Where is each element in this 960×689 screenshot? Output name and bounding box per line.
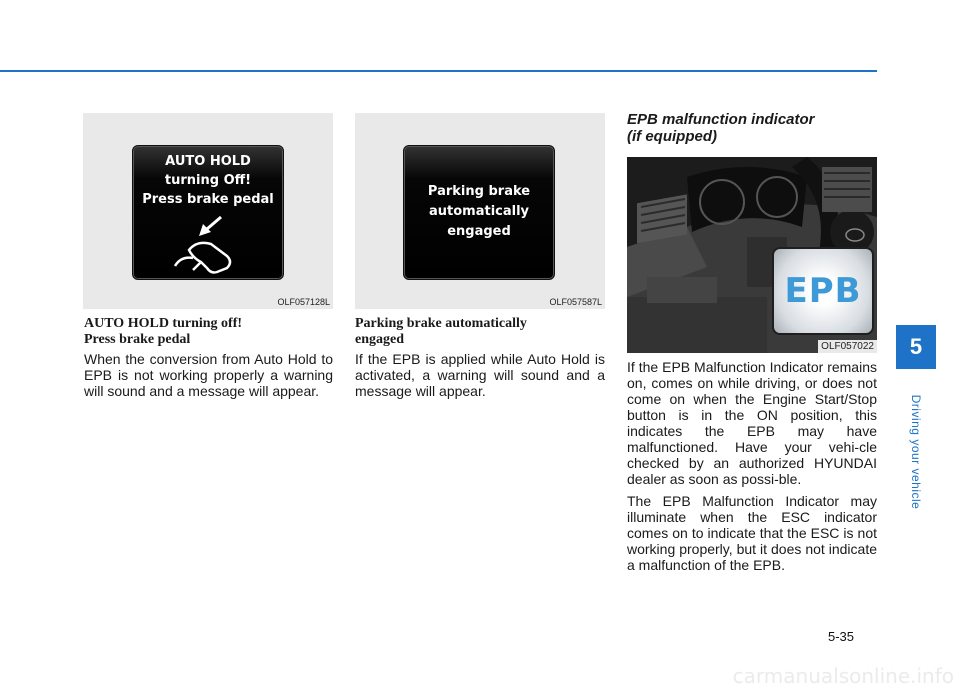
chapter-title — [906, 394, 926, 510]
figure-epb-indicator — [627, 157, 877, 353]
figure-code: OLF057022 — [818, 340, 877, 353]
section-body-parking-brake — [355, 351, 605, 405]
epb-indicator-icon: EPB — [784, 271, 862, 311]
heading-line: (if equipped) — [627, 128, 717, 145]
paragraph: When the conversion from Auto Hold to EPB is not working properly a warning will sound and a message will appear. — [84, 351, 333, 399]
figure-code: OLF057587L — [549, 297, 602, 307]
screen-line-1: Parking brake — [427, 184, 531, 199]
epb-lamp-panel — [772, 247, 874, 335]
chapter-title-text: Driving your vehicle — [909, 394, 923, 510]
screen-line-3: Press brake pedal — [142, 192, 274, 207]
screen-line-3: engaged — [447, 224, 511, 239]
heading-line: AUTO HOLD turning off! — [84, 316, 243, 331]
heading-line: EPB malfunction indicator — [627, 111, 815, 128]
page-number: 5-35 — [828, 629, 855, 644]
paragraph: If the EPB is applied while Auto Hold is activated, a warning will sound and a message will appear. — [355, 351, 605, 399]
heading-line: Parking brake automatically — [355, 316, 527, 331]
cluster-display — [403, 145, 555, 280]
section-heading-auto-hold — [84, 316, 344, 348]
header-rule — [0, 70, 877, 72]
chapter-tab: 5 — [896, 325, 936, 369]
cluster-display — [132, 145, 284, 280]
section-body-auto-hold — [84, 351, 333, 405]
screen-line-1: AUTO HOLD — [165, 154, 251, 169]
paragraph: If the EPB Malfunction Indicator remains on, comes on while driving, or does not come on when the Engine Start/Stop button is in the ON position, this indicates the EPB may have malfunctioned. Have your vehi-cle checked by an authorized HYUNDAI dealer as soon as possi-ble. — [627, 359, 877, 487]
figure-code: OLF057128L — [277, 297, 330, 307]
section-heading-parking-brake — [355, 316, 615, 348]
heading-line: Press brake pedal — [84, 332, 191, 347]
figure-parking-brake-message — [355, 113, 605, 309]
screen-line-2: automatically — [428, 204, 530, 219]
watermark: carmanualsonline.info — [732, 664, 954, 688]
section-body-epb-malfunction — [627, 359, 877, 579]
paragraph: The EPB Malfunction Indicator may illuminate when the ESC indicator comes on to indicate that the ESC is not working properly, but it does not indicate a malfunction of the EPB. — [627, 493, 877, 573]
section-heading-epb-malfunction — [627, 111, 887, 145]
figure-auto-hold-message — [83, 113, 333, 309]
heading-line: engaged — [355, 332, 404, 347]
screen-line-2: turning Off! — [164, 173, 252, 188]
brake-pedal-icon — [171, 232, 241, 278]
